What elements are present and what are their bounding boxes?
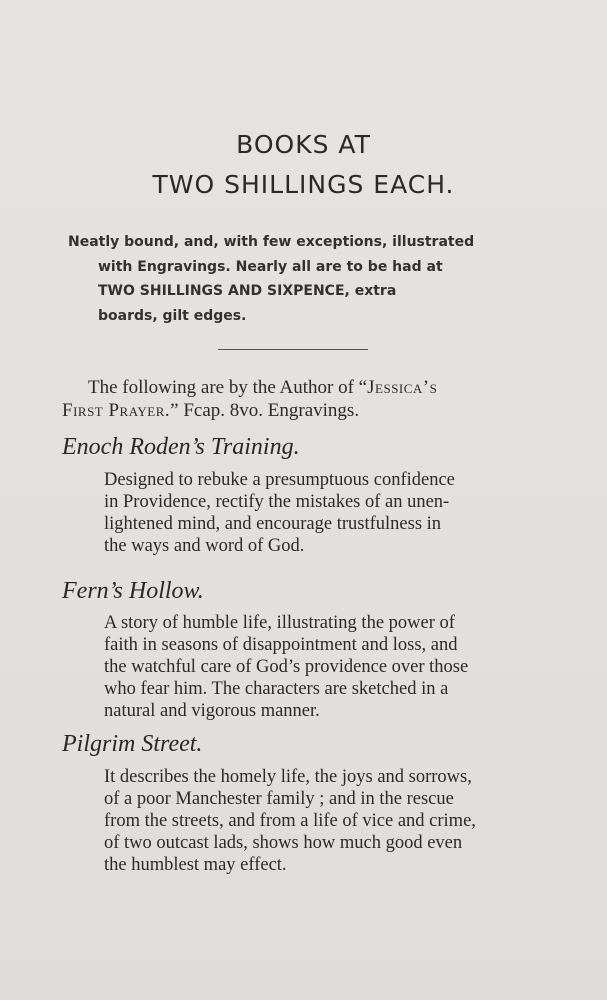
lead-line-1: [62, 376, 530, 399]
description-line: of two outcast lads, shows how much good even: [104, 833, 463, 853]
intro-paragraph: [68, 230, 530, 328]
book-title-ferns-hollow: Fern’s Hollow.: [62, 578, 204, 604]
description-line: in Providence, rectify the mistakes of an unen-: [104, 492, 450, 512]
description-line: Designed to rebuke a presumptuous confidence: [104, 470, 455, 490]
description-line: the ways and word of God.: [104, 536, 305, 556]
intro-line: with Engravings. Nearly all are to be had at: [98, 258, 443, 275]
description-line: who fear him. The characters are sketched in a: [104, 679, 449, 699]
page-heading-line-2: TWO SHILLINGS EACH.: [152, 170, 455, 199]
lead-small-caps: First Prayer.: [62, 400, 171, 421]
lead-text: The following are by the Author of “: [88, 377, 368, 398]
description-line: the watchful care of God’s providence over those: [104, 657, 469, 677]
intro-line: boards, gilt edges.: [98, 307, 247, 324]
book-description-pilgrim-street: [104, 766, 530, 876]
description-line: faith in seasons of disappointment and loss, and: [104, 635, 458, 655]
description-line: of a poor Manchester family ; and in the rescue: [104, 789, 454, 809]
lead-line-2: [62, 399, 530, 422]
section-divider: [218, 349, 368, 350]
intro-line: TWO SHILLINGS AND SIXPENCE, extra: [98, 283, 397, 299]
lead-text: ” Fcap. 8vo. Engravings.: [170, 400, 360, 421]
description-line: A story of humble life, illustrating the power of: [104, 613, 455, 633]
description-line: from the streets, and from a life of vice and crime,: [104, 811, 476, 831]
description-line: the humblest may effect.: [104, 855, 287, 875]
description-line: natural and vigorous manner.: [104, 701, 320, 721]
page-heading-line-1: BOOKS AT: [236, 130, 371, 159]
book-title-enoch-rodens-training: Enoch Roden’s Training.: [62, 434, 300, 460]
description-line: It describes the homely life, the joys and sorrows,: [104, 767, 472, 787]
book-description-ferns-hollow: [104, 612, 530, 722]
author-lead-paragraph: [62, 376, 530, 422]
lead-small-caps: Jessica’s: [367, 377, 438, 398]
intro-line: Neatly bound, and, with few exceptions, illustrated: [68, 234, 475, 250]
book-description-enoch-rodens-training: [104, 469, 530, 557]
book-title-pilgrim-street: Pilgrim Street.: [62, 731, 203, 757]
description-line: lightened mind, and encourage trustfulness in: [104, 514, 442, 534]
